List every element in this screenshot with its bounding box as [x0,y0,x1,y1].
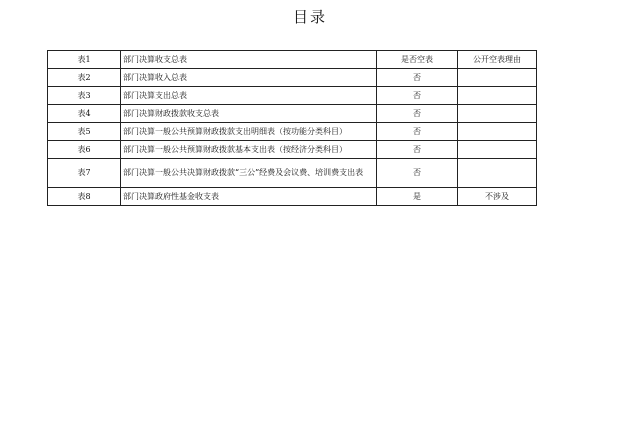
table-no-cell: 表7 [48,159,121,188]
is-empty-cell: 否 [377,69,458,87]
is-empty-cell: 否 [377,141,458,159]
reason-cell [458,69,537,87]
reason-cell [458,123,537,141]
table-no-cell: 表2 [48,69,121,87]
table-no-cell: 表4 [48,105,121,123]
reason-header: 公开空表理由 [458,51,537,69]
reason-cell [458,87,537,105]
table-name-cell: 部门决算政府性基金收支表 [121,188,377,206]
is-empty-header: 是否空表 [377,51,458,69]
table-row [48,87,537,105]
is-empty-cell: 否 [377,87,458,105]
table-no-cell: 表5 [48,123,121,141]
table-no-cell: 表1 [48,51,121,69]
is-empty-cell: 否 [377,105,458,123]
is-empty-cell: 否 [377,123,458,141]
page-title: 目录 [292,8,327,26]
table-row [48,188,537,206]
table-no-cell: 表6 [48,141,121,159]
is-empty-cell: 是 [377,188,458,206]
table-name-cell: 部门决算收入总表 [121,69,377,87]
table-name-cell: 部门决算财政拨款收支总表 [121,105,377,123]
reason-cell: 不涉及 [458,188,537,206]
table-row [48,105,537,123]
table-row [48,141,537,159]
table-name-cell: 部门决算一般公共预算财政拨款基本支出表（按经济分类科目） [121,141,377,159]
table-name-cell: 部门决算收支总表 [121,51,377,69]
reason-cell [458,105,537,123]
reason-cell [458,159,537,188]
table-no-cell: 表3 [48,87,121,105]
reason-cell [458,141,537,159]
table-row-header [48,51,537,69]
table-name-cell: 部门决算支出总表 [121,87,377,105]
table-name-cell: 部门决算一般公共预算财政拨款支出明细表（按功能分类科目） [121,123,377,141]
table-row [48,69,537,87]
toc-table [47,50,537,206]
table-no-cell: 表8 [48,188,121,206]
table-row [48,123,537,141]
table-name-cell: 部门决算一般公共决算财政拨款“三公”经费及会议费、培训费支出表 [121,159,377,188]
is-empty-cell: 否 [377,159,458,188]
table-row [48,159,537,188]
